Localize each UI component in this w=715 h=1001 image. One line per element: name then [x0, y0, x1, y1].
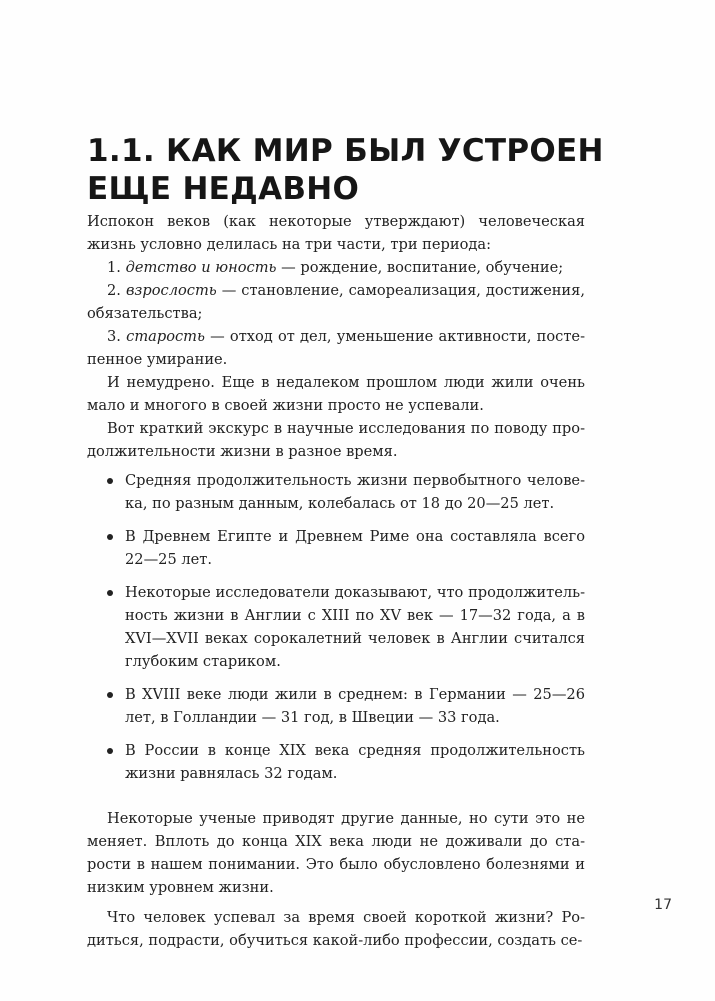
period-term: взрослость: [125, 282, 217, 299]
body-text: [87, 210, 585, 952]
paragraph-unsurprising: И немудрено. Еще в недалеком прошлом люди жили очень мало и многого в своей жизни просто не успевали.: [87, 374, 585, 414]
list-item-text: Средняя продолжительность жизни первобытного человека, по разным данным, колебалась от 18 до 20—25 лет.: [125, 472, 585, 512]
period-number: 3.: [107, 328, 121, 345]
list-item: [87, 525, 585, 571]
heading-line-1: 1.1. КАК МИР БЫЛ УСТРОЕН: [87, 133, 604, 169]
bullet-icon: [107, 748, 113, 754]
list-item-text: Некоторые исследователи доказывают, что продолжительность жизни в Англии с XIII по XV век — 17—32 года, а в XVI—XVII веках сорокалетний человек в Англии считался глубоким стариком.: [125, 584, 585, 670]
period-text: — рождение, воспитание, обучение;: [276, 259, 564, 276]
period-number: 1.: [107, 259, 121, 276]
page-number: 17: [654, 897, 672, 913]
bullet-icon: [107, 478, 113, 484]
period-term: детство и юность: [125, 259, 277, 276]
period-number: 2.: [107, 282, 121, 299]
period-text: — отход от дел, уменьшение активности, постепенное умирание.: [87, 328, 585, 368]
list-item-text: В Древнем Египте и Древнем Риме она составляла всего 22—25 лет.: [125, 528, 585, 568]
intro-paragraph: Испокон веков (как некоторые утверждают) человеческая жизнь условно делилась на три части, три периода:: [87, 213, 585, 253]
heading-line-2: ЕЩЕ НЕДАВНО: [87, 171, 360, 207]
list-item: [87, 739, 585, 785]
lifespan-list: [87, 469, 585, 785]
bullet-icon: [107, 534, 113, 540]
paragraph-question: Что человек успевал за время своей короткой жизни? Родиться, подрасти, обучиться какой-либо профессии, создать се-: [87, 909, 585, 949]
bullet-icon: [107, 692, 113, 698]
list-item: [87, 469, 585, 515]
period-item: [87, 256, 585, 279]
book-page: [87, 0, 672, 1001]
bullet-icon: [107, 590, 113, 596]
list-item: [87, 683, 585, 729]
list-item-text: В России в конце XIX века средняя продолжительность жизни равнялась 32 годам.: [125, 742, 585, 782]
list-item-text: В XVIII веке люди жили в среднем: в Германии — 25—26 лет, в Голландии — 31 год, в Швеции — 33 года.: [125, 686, 585, 726]
paragraph-excursus: Вот краткий экскурс в научные исследования по поводу продолжительности жизни в разное время.: [87, 420, 585, 460]
paragraph-other-data: Некоторые ученые приводят другие данные, но сути это не меняет. Вплоть до конца XIX века люди не доживали до старости в нашем понимании. Это было обусловлено болезнями и низким уровнем жизни.: [87, 810, 585, 896]
period-text: — становление, самореализация, достижения, обязательства;: [87, 282, 586, 322]
chapter-heading: [87, 132, 604, 208]
period-item: [87, 279, 585, 325]
period-term: старость: [126, 328, 205, 345]
list-item: [87, 581, 585, 673]
period-item: [87, 325, 585, 371]
